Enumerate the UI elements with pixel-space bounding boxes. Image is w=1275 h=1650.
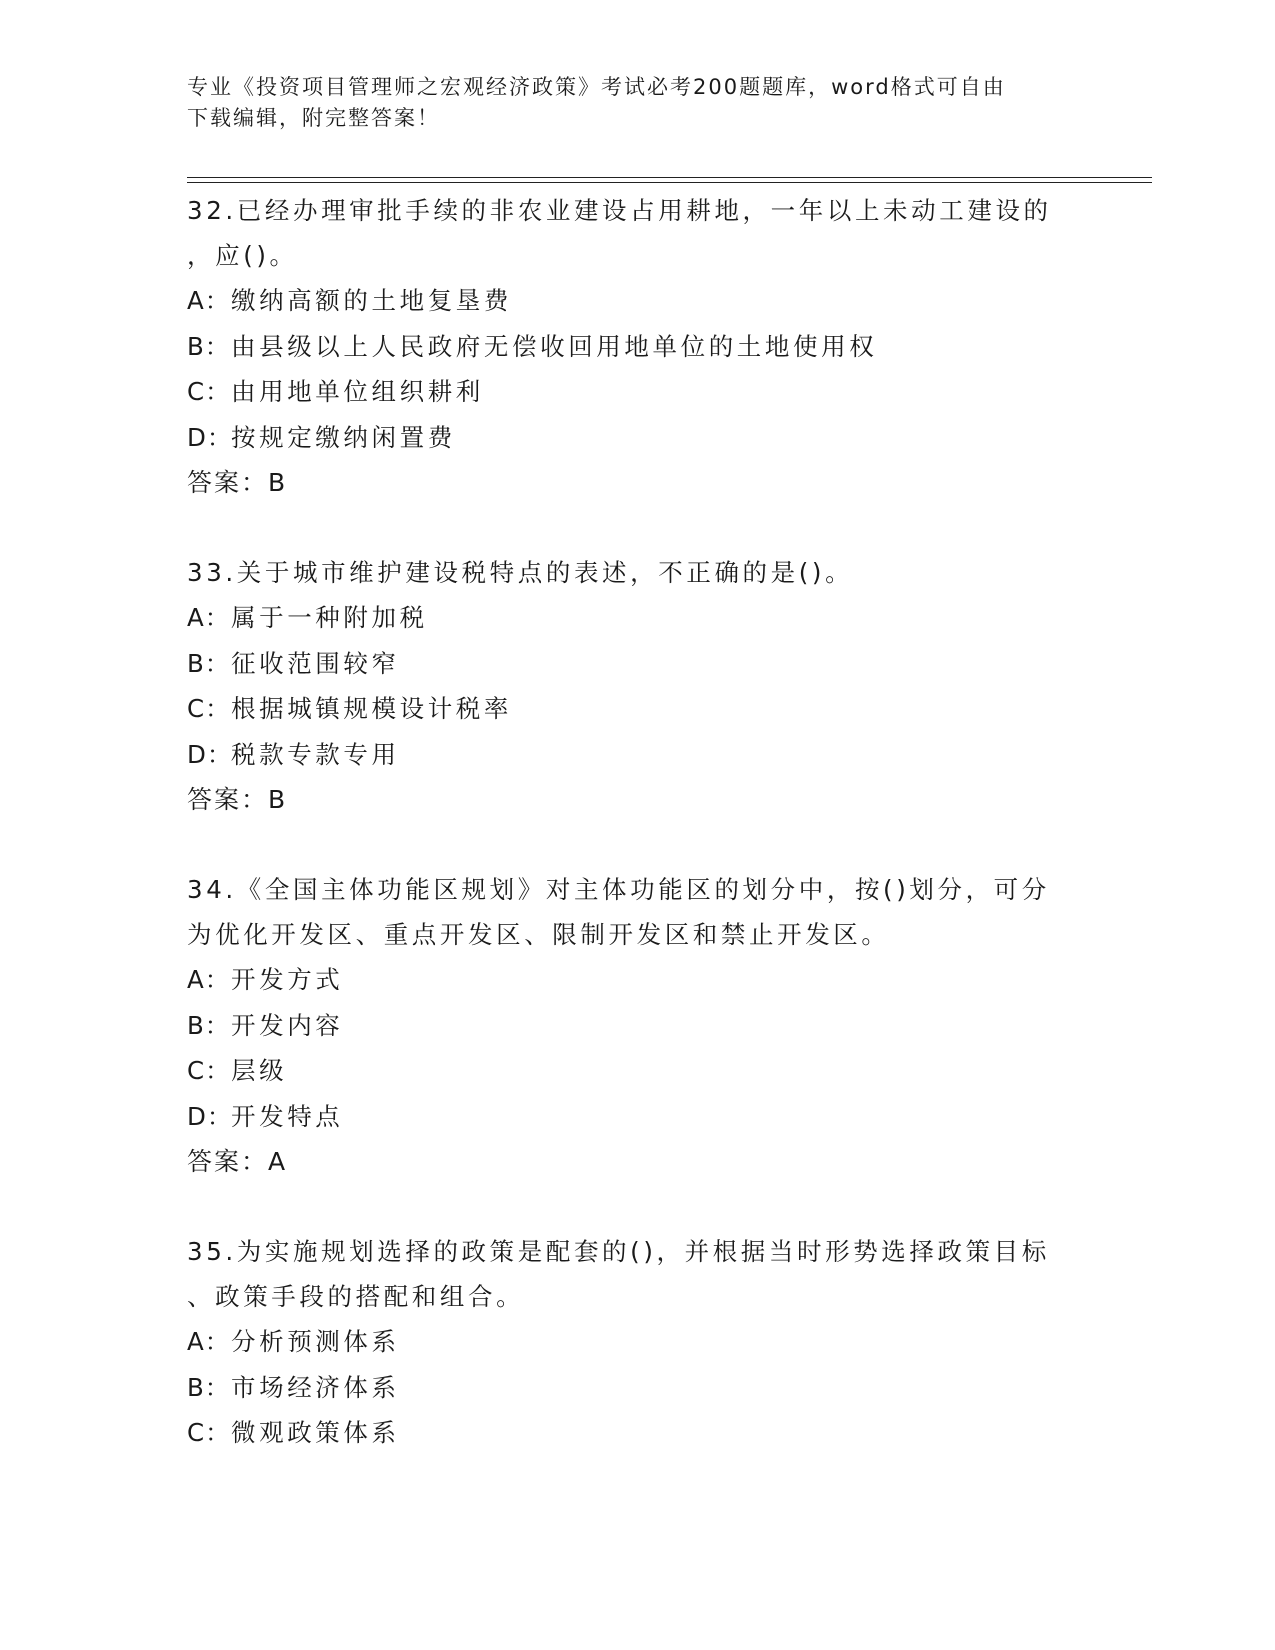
header-rule-bottom xyxy=(187,182,1152,183)
option-key: A： xyxy=(187,603,231,632)
option-key: C： xyxy=(187,1056,231,1085)
question-stem-line-1: 35.为实施规划选择的政策是配套的()，并根据当时形势选择政策目标 xyxy=(187,1237,1050,1266)
question-stem xyxy=(187,867,1087,957)
question-stem-line-1: 32.已经办理审批手续的非农业建设占用耕地，一年以上未动工建设的 xyxy=(187,196,1052,225)
question-stem xyxy=(187,188,1087,278)
option-key: C： xyxy=(187,1418,231,1447)
option-b xyxy=(187,1003,1087,1049)
question-stem-line-1: 34.《全国主体功能区规划》对主体功能区的划分中，按()划分，可分 xyxy=(187,875,1050,904)
option-key: C： xyxy=(187,377,231,406)
option-c xyxy=(187,686,1087,732)
question-33 xyxy=(187,550,1087,822)
header-line-2: 下载编辑，附完整答案！ xyxy=(187,106,440,130)
option-b xyxy=(187,1365,1087,1411)
option-text: 由县级以上人民政府无偿收回用地单位的土地使用权 xyxy=(231,331,878,361)
question-32 xyxy=(187,188,1087,505)
document-header xyxy=(187,72,1067,134)
option-text: 属于一种附加税 xyxy=(231,603,428,632)
option-key: C： xyxy=(187,694,231,723)
option-a xyxy=(187,957,1087,1003)
option-text: 市场经济体系 xyxy=(231,1372,400,1402)
option-text: 分析预测体系 xyxy=(231,1327,400,1356)
option-text: 开发方式 xyxy=(231,965,344,994)
header-line-1: 专业《投资项目管理师之宏观经济政策》考试必考200题题库，word格式可自由 xyxy=(187,75,1006,99)
option-key: B： xyxy=(187,648,231,678)
question-list xyxy=(187,188,1087,1501)
header-rule-top xyxy=(187,177,1152,178)
option-key: A： xyxy=(187,1327,231,1356)
option-text: 缴纳高额的土地复垦费 xyxy=(231,286,512,315)
option-d xyxy=(187,732,1087,778)
question-stem xyxy=(187,550,1087,595)
question-35 xyxy=(187,1229,1087,1456)
option-key: D： xyxy=(187,422,233,452)
option-d xyxy=(187,415,1087,461)
option-key: A： xyxy=(187,965,231,994)
option-key: B： xyxy=(187,1010,231,1040)
question-stem xyxy=(187,1229,1087,1319)
question-stem-line-1: 33.关于城市维护建设税特点的表述，不正确的是()。 xyxy=(187,558,854,587)
option-key: A： xyxy=(187,286,231,315)
option-c xyxy=(187,1410,1087,1456)
question-34 xyxy=(187,867,1087,1184)
option-text: 税款专款专用 xyxy=(231,739,400,769)
option-b xyxy=(187,641,1087,687)
option-key: B： xyxy=(187,1372,231,1402)
option-text: 由用地单位组织耕利 xyxy=(231,377,484,406)
option-text: 微观政策体系 xyxy=(231,1418,400,1447)
option-c xyxy=(187,1048,1087,1094)
option-text: 征收范围较窄 xyxy=(231,648,400,678)
option-text: 根据城镇规模设计税率 xyxy=(231,694,512,723)
option-d xyxy=(187,1094,1087,1140)
answer-line: 答案：B xyxy=(187,468,288,497)
option-a xyxy=(187,595,1087,641)
answer-line: 答案：A xyxy=(187,1147,288,1176)
option-text: 开发内容 xyxy=(231,1010,344,1040)
option-text: 开发特点 xyxy=(231,1101,344,1131)
option-key: B： xyxy=(187,331,231,361)
option-key: D： xyxy=(187,739,233,769)
question-stem-line-2: 、政策手段的搭配和组合。 xyxy=(187,1282,525,1311)
option-c xyxy=(187,369,1087,415)
option-key: D： xyxy=(187,1101,233,1131)
question-stem-line-2: ，应()。 xyxy=(187,241,298,270)
option-text: 按规定缴纳闲置费 xyxy=(231,422,456,452)
answer-line: 答案：B xyxy=(187,785,288,814)
option-a xyxy=(187,278,1087,324)
option-text: 层级 xyxy=(231,1056,288,1085)
question-stem-line-2: 为优化开发区、重点开发区、限制开发区和禁止开发区。 xyxy=(187,920,890,949)
option-b xyxy=(187,324,1087,370)
option-a xyxy=(187,1319,1087,1365)
